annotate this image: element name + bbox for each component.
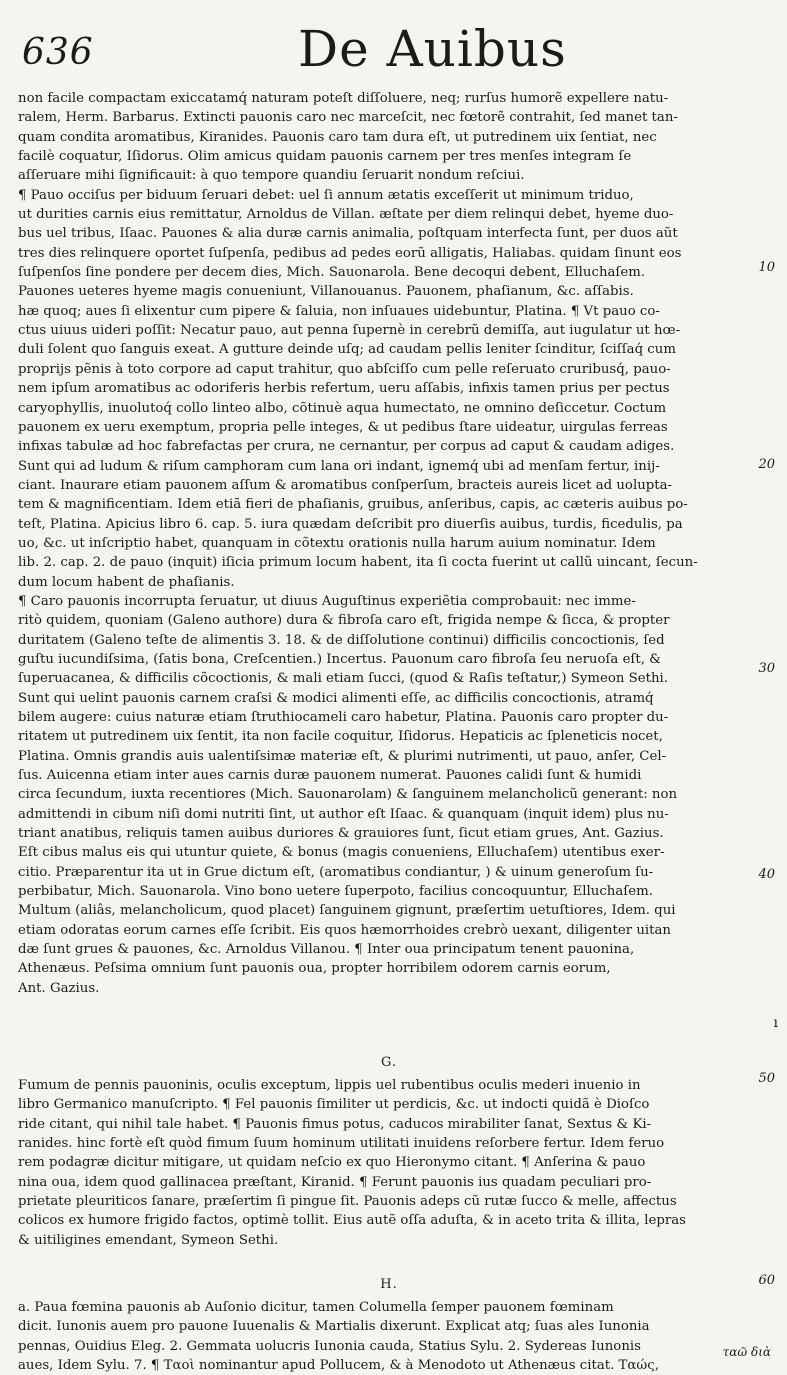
- text-line: Ant. Gazius.: [18, 980, 100, 996]
- text-line: ritatem ut putredinem uix ſentit, ita non facile coquitur, Iſidorus. Hepaticis ac ſpleneticis nocet,: [18, 729, 663, 745]
- text-line: Sunt qui ad ludum & riſum camphoram cum lana ori indant, ignemq́ ubi ad menſam fertur, inij-: [18, 458, 660, 474]
- text-line: bilem augere: cuius naturæ etiam ſtruthiocameli caro habetur, Platina. Pauonis caro propter du-: [18, 710, 669, 725]
- margin-line-number: 30: [758, 661, 775, 676]
- section-g-text: [18, 1076, 760, 1250]
- text-block-main: [18, 89, 760, 998]
- margin-line-number: 10: [758, 260, 775, 275]
- text-line: ſus. Auicenna etiam inter aues carnis duræ pauonem numerat. Pauones calidi ſunt & humidi: [18, 768, 642, 784]
- text-line: rem podagræ dicitur mitigare, ut quidam neſcio ex quo Hieronymo citant. ¶ Anſerina & pauo: [18, 1155, 646, 1171]
- text-block-h: [18, 1270, 760, 1375]
- text-line: & uitiligines emendant, Symeon Sethi.: [18, 1232, 279, 1248]
- text-line: infixas tabulæ ad hoc fabrefactas per crura, ne cernantur, per corpus ad caput & caudam adiges.: [18, 439, 675, 455]
- text-line: facilè coquatur, Iſidorus. Olim amicus quidam pauonis carnem per tres menſes integram ſe: [18, 149, 632, 165]
- text-line: Platina. Omnis grandis auis ualentiſsimæ materiæ eſt, & plurimi nutrimenti, ut pauo, anſer, Cel-: [18, 748, 667, 764]
- text-line: duli ſolent quo ſanguis exeat. A gutture deinde uſq; ad caudam pellis leniter ſcinditur, ſciſſaq́ cum: [18, 342, 676, 358]
- text-line: pauonem ex ueru exemptum, propria pelle integes, & ut pedibus ſtare uideatur, uirgulas ferreas: [18, 419, 668, 435]
- text-line: Sunt qui uelint pauonis carnem craſsi & modici alimenti eſſe, ac difficilis concoctionis, atramq́: [18, 690, 654, 706]
- page-number: 636: [22, 32, 94, 73]
- text-line: proprijs pẽnis à toto corpore ad caput trahitur, quo abſciſſo cum pelle reſeruato cruribusq́, pauo-: [18, 361, 671, 377]
- text-line: tres dies relinquere oportet ſuſpenſa, pedibus ad pedes eorũ alligatis, Haliabas. quidam ſinunt eos: [18, 245, 682, 261]
- text-line: tem & magnificentiam. Idem etiã fieri de phaſianis, gruibus, anſeribus, capis, ac cæteris auibus po-: [18, 497, 688, 513]
- margin-mark: ı: [773, 1015, 778, 1031]
- text-line: perbibatur, Mich. Sauonarola. Vino bono uetere ſuperpoto, facilius concoquuntur, Elluchaſem.: [18, 884, 653, 900]
- text-line: ¶ Caro pauonis incorrupta ſeruatur, ut diuus Auguſtinus experiẽtia comprobauit: nec imme-: [18, 593, 636, 609]
- text-line: admittendi in cibum niſi domi nutriti ſint, ut author eſt Iſaac. & quanquam (inquit idem) plus nu-: [18, 806, 669, 822]
- text-line: guſtu iucundiſsima, (ſatis bona, Creſcentien.) Incertus. Pauonum caro fibroſa ſeu neruoſa eſt, &: [18, 651, 661, 667]
- text-line: lib. 2. cap. 2. de pauo (inquit) iſicia primum locum habent, ita ſi cocta fuerint ut callũ uincant, ſecun-: [18, 555, 698, 571]
- text-line: ranides. hinc fortè eſt quòd fimum ſuum hominum utilitati inuidens reſorbere fertur. Idem feruo: [18, 1136, 665, 1152]
- section-h-text: [18, 1298, 760, 1375]
- text-line: Fumum de pennis pauoninis, oculis exceptum, lippis uel rubentibus oculis mederi inuenio in: [18, 1078, 641, 1093]
- text-line: circa ſecundum, iuxta recentiores (Mich. Sauonarolam) & ſanguinem melancholicũ generant: non: [18, 787, 678, 803]
- text-line: ctus uiuus uideri poſſit: Necatur pauo, aut penna ſupernè in cerebrũ demiſſa, aut iugulatur ut hœ-: [18, 323, 681, 339]
- text-line: ciant. Inaurare etiam pauonem aſſum & aromatibus conſperſum, bracteis aureis licet ad uolupta-: [18, 477, 673, 493]
- text-line: libro Germanico manuſcripto. ¶ Fel pauonis ſimiliter ut perdicis, &c. ut indocti quidã è Dioſco: [18, 1097, 650, 1113]
- text-line: ut durities carnis eius remittatur, Arnoldus de Villan. æſtate per diem relinqui debet, hyeme duo-: [18, 207, 674, 223]
- text-line: bus uel tribus, Iſaac. Pauones & alia duræ carnis animalia, poſtquam interfecta ſunt, per duos aũt: [18, 226, 678, 242]
- text-line: Athenæus. Peſsima omnium ſunt pauonis oua, propter horribilem odorem carnis eorum,: [18, 961, 611, 977]
- text-line: citio. Præparentur ita ut in Grue dictum eſt, (aromatibus condiantur, ) & uinum generoſum ſu-: [18, 864, 654, 880]
- text-line: colicos ex humore frigido factos, optimè tollit. Eius autẽ oſſa aduſta, & in aceto trita & illita, lepras: [18, 1213, 686, 1229]
- text-line: nina oua, idem quod gallinacea præſtant, Kiranid. ¶ Ferunt pauonis ius quadam peculiari pro-: [18, 1174, 652, 1190]
- text-line: ralem, Herm. Barbarus. Extincti pauonis caro nec marceſcit, nec fœtorẽ contrahit, ſed manet tan-: [18, 110, 678, 126]
- text-line: duritatem (Galeno teſte de alimentis 3. 18. & de diſſolutione continui) difficilis concoctionis, ſed: [18, 632, 665, 648]
- text-line: caryophyllis, inuolutoq́ collo linteo albo, cõtinuè aqua humectato, ne omnino deſiccetur. Coctum: [18, 400, 667, 416]
- page-title: De Auibus: [298, 20, 567, 78]
- section-heading-g: G.: [380, 1055, 398, 1070]
- text-line: triant anatibus, reliquis tamen auibus duriores & grauiores ſunt, ſicut etiam grues, Ant. Gazius.: [18, 826, 664, 842]
- text-line: teſt, Platina. Apicius libro 6. cap. 5. iura quædam deſcribit pro diuerſis auibus, turdis, ficedulis, pa: [18, 516, 683, 532]
- text-line: dum locum habent de phaſianis.: [18, 574, 235, 590]
- text-line: Pauones ueteres hyeme magis conueniunt, Villanouanus. Pauonem, phaſianum, &c. aſſabis.: [18, 284, 634, 300]
- text-line: Eſt cibus malus eis qui utuntur quiete, & bonus (magis conueniens, Elluchaſem) utentibus exer-: [18, 845, 665, 861]
- text-line: aues, Idem Sylu. 7. ¶ Ταοὶ nominantur apud Pollucem, & à Menodoto ut Athenæus citat. Ταώς,: [18, 1358, 659, 1374]
- text-line: non facile compactam exiccatamq́ naturam poteſt diſſoluere, neq; rurſus humorẽ expellere natu-: [18, 91, 669, 106]
- text-line: uo, &c. ut inſcriptio habet, quanquam in cõtextu orationis nulla harum auium nominatur. Idem: [18, 535, 656, 551]
- text-line: dicit. Iunonis auem pro pauone Iuuenalis & Martialis dixerunt. Explicat atq; ſuas ales Iunonia: [18, 1319, 650, 1335]
- text-line: etiam odoratas eorum carnes eſſe ſcribit. Eis quos hæmorrhoides crebrò uexant, diligenter uitan: [18, 922, 671, 938]
- text-line: ride citant, qui nihil tale habet. ¶ Pauonis fimus potus, caducos mirabiliter ſanat, Sextus & Ki-: [18, 1116, 652, 1132]
- margin-line-number: 50: [758, 1071, 775, 1086]
- text-line: aſſeruare mihi ſignificauit: à quo tempore quandiu ſeruarit nondum reſciui.: [18, 168, 525, 184]
- text-line: prietate pleuriticos ſanare, præſertim ſi pingue ſit. Pauonis adeps cũ rutæ ſucco & melle, affectus: [18, 1194, 677, 1210]
- text-line: ſuſpenſos ſine pondere per decem dies, Mich. Sauonarola. Bene decoqui debent, Elluchaſem.: [18, 265, 646, 281]
- text-line: ¶ Pauo occiſus per biduum ſeruari debet: uel ſi annum ætatis exceſſerit ut minimum triduo,: [18, 187, 634, 203]
- margin-line-number: 40: [758, 867, 775, 882]
- text-line: dæ ſunt grues & pauones, &c. Arnoldus Villanou. ¶ Inter oua principatum tenent pauonina,: [18, 942, 635, 958]
- text-line: pennas, Ouidius Eleg. 2. Gemmata uolucris Iunonia cauda, Statius Sylu. 2. Sydereas Iunonis: [18, 1338, 641, 1354]
- text-line: a. Paua fœmina pauonis ab Auſonio dicitur, tamen Columella ſemper pauonem fœminam: [18, 1300, 614, 1315]
- section-heading-h: H.: [380, 1277, 398, 1292]
- margin-line-number: 20: [758, 457, 775, 472]
- catchword: ταῶ διὰ: [722, 1345, 771, 1359]
- text-line: ritò quidem, quoniam (Galeno authore) dura & fibroſa caro eſt, frigida nempe & ſicca, & propter: [18, 613, 670, 629]
- text-line: hæ quoq; aues ſi elixentur cum pipere & ſaluia, non inſuaues uidebuntur, Platina. ¶ Vt pauo co-: [18, 303, 660, 319]
- text-block-g: [18, 1046, 760, 1250]
- text-line: nem ipſum aromatibus ac odoriferis herbis refertum, ueru aſſabis, infixis tamen prius per pectus: [18, 381, 670, 397]
- text-line: Multum (aliâs, melancholicum, quod placet) ſanguinem gignunt, præſertim uetuſtiores, Idem. qui: [18, 903, 676, 919]
- text-line: quam condita aromatibus, Kiranides. Pauonis caro tam dura eſt, ut putredinem uix ſentiat, nec: [18, 129, 657, 145]
- text-line: ſuperuacanea, & difficilis cõcoctionis, & mali etiam ſucci, (quod & Raſis teſtatur,) Symeon Sethi.: [18, 671, 669, 687]
- margin-line-number: 60: [758, 1273, 775, 1288]
